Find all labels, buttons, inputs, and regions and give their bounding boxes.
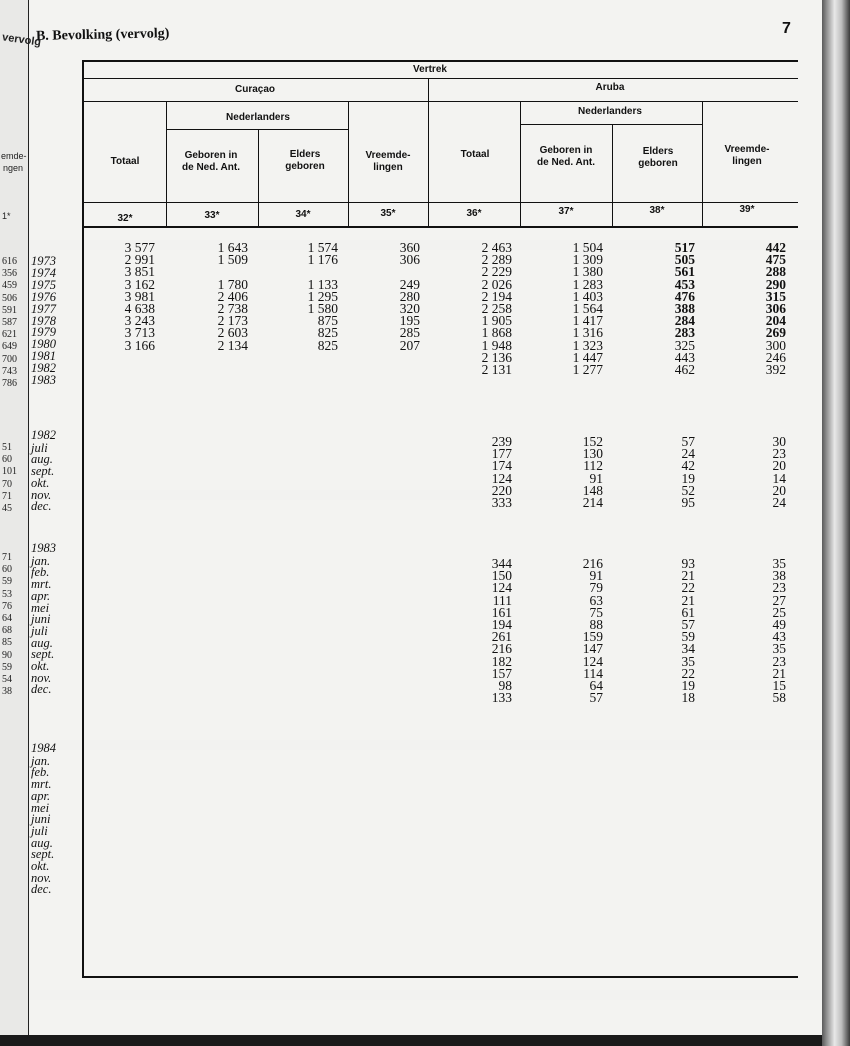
strip-number: 51	[2, 442, 12, 453]
table-cell: 325	[674, 337, 695, 353]
table-cell: 1 380	[572, 264, 603, 280]
col-header-39: Vreemde-lingen	[724, 144, 770, 167]
table-cell: 98	[498, 678, 512, 693]
table-cell: 20	[772, 482, 786, 498]
table-cell: 284	[674, 313, 695, 329]
table-cell: 24	[772, 495, 786, 510]
table-cell: 194	[491, 617, 512, 632]
rule	[82, 976, 798, 978]
row-label: 1977	[31, 301, 56, 316]
table-cell: 18	[681, 690, 695, 706]
table-cell: 2 738	[217, 301, 248, 316]
table-cell: 25	[772, 604, 786, 620]
rule	[258, 129, 259, 226]
col-header-32: Totaal	[110, 156, 140, 167]
table-cell: 1 643	[217, 240, 248, 255]
table-cell: 35	[772, 641, 786, 657]
table-cell: 124	[491, 580, 512, 596]
strip-label-1: emde-	[1, 151, 27, 161]
table-cell: 57	[681, 434, 695, 449]
rule	[82, 60, 84, 976]
strip-number: 68	[2, 625, 12, 637]
table-cell: 2 406	[217, 288, 248, 304]
table-cell: 269	[765, 325, 786, 341]
table-cell: 3 162	[124, 276, 155, 292]
table-cell: 306	[765, 301, 786, 316]
strip-number: 70	[2, 478, 12, 490]
strip-number: 71	[2, 552, 12, 563]
table-cell: 150	[491, 568, 512, 584]
table-cell: 392	[765, 362, 786, 377]
row-label: mei	[31, 600, 50, 615]
strip-number: 71	[2, 490, 12, 502]
table-cell: 23	[772, 653, 786, 669]
table-cell: 58	[772, 690, 786, 706]
table-cell: 63	[589, 592, 603, 608]
table-cell: 157	[491, 665, 512, 681]
header-nederlanders-aruba: Nederlanders	[578, 106, 642, 117]
table-cell: 220	[491, 482, 512, 498]
table-cell: 1 868	[481, 325, 512, 341]
table-cell: 23	[772, 580, 786, 596]
row-label: nov.	[31, 670, 52, 685]
table-cell: 95	[681, 495, 695, 510]
table-cell: 93	[681, 556, 695, 571]
table-cell: 388	[674, 301, 695, 316]
strip-number: 64	[2, 613, 12, 624]
table-cell: 261	[491, 629, 512, 645]
table-cell: 1 504	[572, 240, 603, 255]
table-cell: 288	[765, 264, 786, 280]
table-cell: 1 403	[572, 288, 603, 304]
row-label: sept.	[31, 464, 55, 479]
row-label: juni	[31, 612, 51, 627]
strip-number: 76	[2, 600, 12, 612]
table-cell: 21	[772, 665, 786, 681]
table-cell: 182	[491, 653, 512, 669]
row-label: dec.	[31, 882, 52, 897]
row-label: juni	[31, 812, 51, 827]
row-label: 1979	[31, 325, 56, 340]
table-cell: 91	[589, 470, 603, 486]
col-code-38: 38*	[649, 205, 665, 216]
table-cell: 38	[772, 568, 786, 584]
row-label: 1980	[31, 337, 56, 352]
table-cell: 49	[772, 617, 786, 632]
row-label: nov.	[31, 870, 52, 885]
row-label: sept.	[31, 647, 55, 662]
table-cell: 42	[681, 458, 695, 474]
table-cell: 216	[582, 556, 603, 571]
table-cell: 280	[399, 288, 420, 304]
strip-number: 356	[2, 268, 17, 280]
book-spine	[822, 0, 850, 1046]
table-cell: 14	[772, 470, 786, 486]
strip-number: 85	[2, 637, 12, 649]
table-cell: 75	[589, 604, 603, 620]
rule	[702, 101, 703, 226]
row-label: 1975	[31, 277, 56, 292]
table-cell: 216	[491, 641, 512, 657]
row-label: juli	[31, 440, 48, 455]
table-cell: 285	[399, 325, 420, 341]
table-cell: 249	[399, 276, 420, 292]
col-header-35: Vreemde-lingen	[365, 150, 411, 173]
col-code-37: 37*	[558, 206, 574, 217]
col-header-38: Elders geboren	[638, 146, 678, 169]
table-cell: 239	[491, 434, 512, 449]
col-code-34: 34*	[295, 209, 311, 220]
row-label: nov.	[31, 487, 52, 502]
row-label: 1981	[31, 349, 56, 364]
table-cell: 124	[491, 470, 512, 486]
table-cell: 207	[399, 337, 420, 353]
table-cell: 214	[582, 495, 603, 510]
table-cell: 517	[674, 240, 695, 255]
row-label: 1973	[31, 254, 56, 268]
table-cell: 15	[772, 678, 786, 693]
table-cell: 1 417	[572, 313, 603, 329]
row-label: aug.	[31, 452, 53, 467]
table-cell: 1 176	[307, 252, 338, 268]
table-cell: 1 905	[481, 313, 512, 329]
row-label: juli	[31, 823, 48, 838]
table-cell: 88	[589, 617, 603, 632]
row-label: dec.	[31, 682, 52, 697]
table-cell: 57	[589, 690, 603, 706]
table-cell: 1 309	[572, 252, 603, 268]
table-cell: 64	[589, 678, 603, 693]
rule	[348, 101, 349, 226]
rule	[82, 78, 798, 79]
strip-number: 649	[2, 341, 17, 353]
rule	[612, 124, 613, 226]
col-code-39: 39*	[739, 204, 755, 215]
table-cell: 43	[772, 629, 786, 645]
table-cell: 360	[399, 240, 420, 255]
col-code-33: 33*	[204, 210, 220, 221]
col-header-37: Geboren in de Ned. Ant.	[537, 145, 595, 168]
strip-number: 45	[2, 503, 12, 514]
strip-number: 743	[2, 365, 17, 377]
table-cell: 561	[674, 264, 695, 280]
table-cell: 1 277	[572, 362, 603, 377]
table-cell: 1 316	[572, 325, 603, 341]
table-cell: 505	[674, 252, 695, 268]
table-cell: 30	[772, 434, 786, 449]
strip-number: 616	[2, 256, 17, 267]
header-vertrek: Vertrek	[413, 64, 447, 75]
col-code-32: 32*	[117, 213, 133, 224]
row-label: feb.	[31, 765, 50, 780]
table-cell: 453	[674, 276, 695, 292]
table-cell: 114	[583, 665, 603, 681]
table-cell: 23	[772, 446, 786, 462]
table-cell: 1 447	[572, 349, 603, 365]
table-cell: 1 295	[307, 288, 338, 304]
table-cell: 3 713	[124, 325, 155, 341]
row-label: apr.	[31, 588, 51, 603]
row-label: apr.	[31, 788, 51, 803]
table-cell: 476	[674, 288, 695, 304]
table-cell: 306	[399, 252, 420, 268]
table-cell: 1 780	[217, 276, 248, 292]
row-label: 1982	[31, 361, 56, 376]
table-cell: 825	[317, 337, 338, 353]
strip-number: 101	[2, 466, 17, 478]
table-cell: 2 134	[217, 337, 248, 353]
col-header-36: Totaal	[460, 149, 490, 160]
table-cell: 442	[765, 240, 786, 255]
table-cell: 161	[491, 604, 512, 620]
table-cell: 59	[681, 629, 695, 645]
row-label: jan.	[31, 553, 51, 568]
row-label: feb.	[31, 565, 50, 580]
strip-number: 786	[2, 378, 17, 389]
period-year-label: 1983	[31, 541, 56, 555]
table-cell: 2 289	[481, 252, 512, 268]
table-cell: 159	[582, 629, 603, 645]
table-cell: 875	[317, 313, 338, 329]
row-label: aug.	[31, 635, 53, 650]
table-cell: 61	[681, 604, 695, 620]
table-cell: 19	[681, 678, 695, 693]
row-label: okt.	[31, 859, 50, 873]
table-cell: 52	[681, 482, 695, 498]
page-number: 7	[782, 20, 791, 37]
table-cell: 320	[399, 301, 420, 316]
table-cell: 1 283	[572, 276, 603, 292]
strip-number: 506	[2, 292, 17, 304]
row-label: okt.	[31, 659, 50, 673]
table-cell: 283	[674, 325, 695, 341]
table-cell: 79	[589, 580, 603, 596]
table-cell: 4 638	[124, 301, 155, 316]
table-cell: 91	[589, 568, 603, 584]
strip-number: 54	[2, 674, 12, 685]
table-cell: 825	[317, 325, 338, 341]
table-cell: 57	[681, 617, 695, 632]
table-cell: 22	[681, 580, 695, 596]
table-cell: 34	[681, 641, 695, 657]
header-nederlanders-curacao: Nederlanders	[226, 112, 290, 123]
rule	[82, 60, 798, 62]
table-cell: 22	[681, 665, 695, 681]
table-cell: 21	[681, 568, 695, 584]
rule	[428, 101, 798, 102]
table-cell: 2 463	[481, 240, 512, 255]
row-label: dec.	[31, 499, 52, 514]
col-header-34: Elders geboren	[285, 149, 325, 172]
table-cell: 2 258	[481, 301, 512, 316]
table-cell: 300	[765, 337, 786, 353]
table-cell: 3 243	[124, 313, 155, 329]
table-cell: 112	[583, 458, 603, 474]
table-cell: 21	[681, 592, 695, 608]
row-label: juli	[31, 623, 48, 638]
table-cell: 152	[582, 434, 603, 449]
table-cell: 133	[491, 690, 512, 706]
section-title: B. Bevolking (vervolg)	[35, 26, 170, 44]
table-cell: 3 851	[124, 264, 155, 280]
table-cell: 2 136	[481, 349, 512, 365]
table-cell: 2 194	[481, 288, 512, 304]
table-cell: 2 131	[481, 362, 512, 377]
strip-number: 591	[2, 304, 17, 316]
table-cell: 111	[492, 592, 512, 608]
table-cell: 204	[765, 313, 786, 329]
period-year-label: 1984	[31, 741, 56, 755]
table-cell: 1 509	[217, 252, 248, 268]
rule	[520, 124, 702, 125]
strip-label-2: ngen	[3, 163, 24, 173]
rule	[82, 202, 798, 203]
strip-number: 38	[2, 686, 12, 698]
table-cell: 246	[765, 349, 786, 365]
strip-number: 459	[2, 280, 17, 292]
period-year-label: 1982	[31, 428, 56, 442]
header-curacao: Curaçao	[234, 84, 275, 95]
table-cell: 24	[681, 446, 695, 462]
table-cell: 462	[674, 362, 695, 377]
table-cell: 2 603	[217, 325, 248, 341]
strip-number: 59	[2, 576, 12, 588]
row-label: 1983	[31, 373, 56, 387]
strip-number: 587	[2, 317, 17, 328]
strip-number: 60	[2, 564, 12, 576]
table-cell: 20	[772, 458, 786, 474]
table-cell: 1 323	[572, 337, 603, 353]
rule	[82, 226, 798, 228]
table-cell: 130	[582, 446, 603, 462]
strip-label-3: 1*	[2, 211, 11, 221]
table-cell: 35	[681, 653, 695, 669]
strip-number: 90	[2, 649, 12, 661]
table-cell: 1 948	[481, 337, 512, 353]
row-label: jan.	[31, 753, 51, 768]
col-code-35: 35*	[380, 208, 396, 219]
table-cell: 2 026	[481, 276, 512, 292]
row-label: aug.	[31, 835, 53, 850]
table-cell: 315	[765, 288, 786, 304]
table-cell: 2 991	[124, 252, 155, 268]
table-cell: 147	[582, 641, 603, 657]
row-label: 1974	[31, 265, 56, 280]
row-label: 1976	[31, 289, 56, 304]
rule	[166, 101, 167, 226]
strip-number: 700	[2, 353, 17, 365]
table-cell: 1 564	[572, 301, 603, 316]
table-cell: 2 173	[217, 313, 248, 329]
table-cell: 3 981	[124, 288, 155, 304]
margin-stub: vervolg	[1, 31, 42, 49]
strip-number: 53	[2, 588, 12, 600]
header-aruba: Aruba	[595, 82, 625, 93]
table-cell: 174	[491, 458, 512, 474]
table-cell: 177	[491, 446, 512, 462]
rule	[428, 78, 429, 226]
table-cell: 1 574	[307, 240, 338, 255]
strip-number: 59	[2, 661, 12, 673]
rule	[166, 129, 348, 130]
table-cell: 19	[681, 470, 695, 486]
col-header-33: Geboren in de Ned. Ant.	[182, 150, 240, 173]
table-cell: 3 577	[124, 240, 155, 255]
table-cell: 124	[582, 653, 603, 669]
table-cell: 344	[491, 556, 512, 571]
table-cell: 148	[582, 482, 603, 498]
table-cell: 35	[772, 556, 786, 571]
rule	[520, 101, 521, 226]
table-cell: 1 133	[307, 276, 338, 292]
table-cell: 475	[765, 252, 786, 268]
table-cell: 27	[772, 592, 786, 608]
row-label: okt.	[31, 475, 50, 490]
row-label: mei	[31, 800, 50, 815]
table-cell: 2 229	[481, 264, 512, 280]
row-label: mrt.	[31, 777, 52, 792]
strip-number: 621	[2, 329, 17, 341]
table-cell: 3 166	[124, 337, 155, 353]
col-code-36: 36*	[466, 208, 482, 219]
row-label: mrt.	[31, 577, 52, 592]
row-label: sept.	[31, 847, 55, 862]
table-cell: 1 580	[307, 301, 338, 316]
table-cell: 333	[491, 495, 512, 510]
rule	[82, 101, 428, 102]
table-cell: 195	[399, 313, 420, 329]
row-label: 1978	[31, 313, 56, 328]
table-cell: 290	[765, 276, 786, 292]
strip-number: 60	[2, 454, 12, 466]
table-cell: 443	[674, 349, 695, 365]
